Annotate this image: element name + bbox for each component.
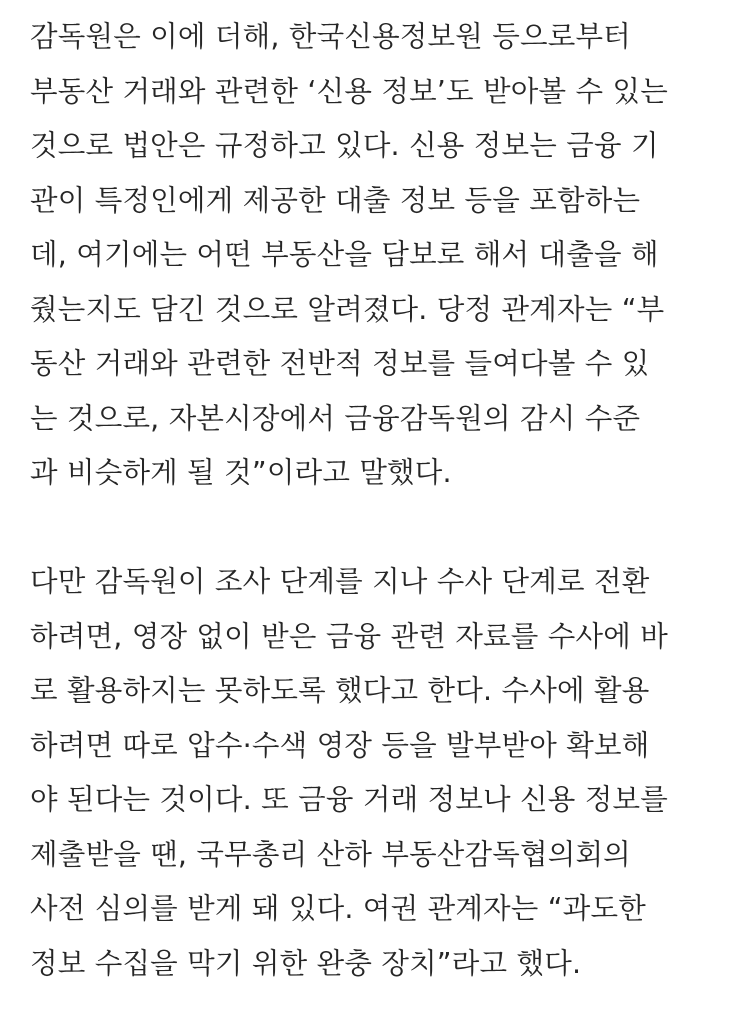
text-line: 정보 수집을 막기 위한 완충 장치”라고 했다. bbox=[30, 946, 582, 980]
paragraph-2 bbox=[30, 555, 736, 991]
text-line: 과 비슷하게 될 것”이라고 말했다. bbox=[30, 456, 452, 489]
text-line: 다만 감독원이 조사 단계를 지나 수사 단계로 전환 bbox=[30, 565, 650, 598]
text-line: 제출받을 땐, 국무총리 산하 부동산감독협의회의 bbox=[30, 837, 631, 871]
paragraph-1 bbox=[30, 10, 736, 501]
text-line: 것으로 법안은 규정하고 있다. 신용 정보는 금융 기 bbox=[30, 129, 659, 162]
text-line: 는 것으로, 자본시장에서 금융감독원의 감시 수준 bbox=[30, 401, 641, 435]
text-line: 데, 여기에는 어떤 부동산을 담보로 해서 대출을 해 bbox=[30, 238, 659, 271]
text-line: 줬는지도 담긴 것으로 알려졌다. 당정 관계자는 “부 bbox=[30, 292, 665, 326]
text-line: 사전 심의를 받게 돼 있다. 여권 관계자는 “과도한 bbox=[30, 892, 646, 925]
text-line: 하려면 따로 압수·수색 영장 등을 발부받아 확보해 bbox=[30, 728, 650, 762]
text-line: 하려면, 영장 없이 받은 금융 관련 자료를 수사에 바 bbox=[30, 619, 668, 653]
text-line: 로 활용하지는 못하도록 했다고 한다. 수사에 활용 bbox=[30, 674, 650, 707]
text-line: 동산 거래와 관련한 전반적 정보를 들여다볼 수 있 bbox=[30, 347, 650, 380]
text-line: 야 된다는 것이다. 또 금융 거래 정보나 신용 정보를 bbox=[30, 783, 668, 816]
text-line: 관이 특정인에게 제공한 대출 정보 등을 포함하는 bbox=[30, 183, 641, 217]
text-line: 부동산 거래와 관련한 ‘신용 정보’도 받아볼 수 있는 bbox=[30, 74, 668, 108]
text-line: 감독원은 이에 더해, 한국신용정보원 등으로부터 bbox=[30, 20, 631, 53]
